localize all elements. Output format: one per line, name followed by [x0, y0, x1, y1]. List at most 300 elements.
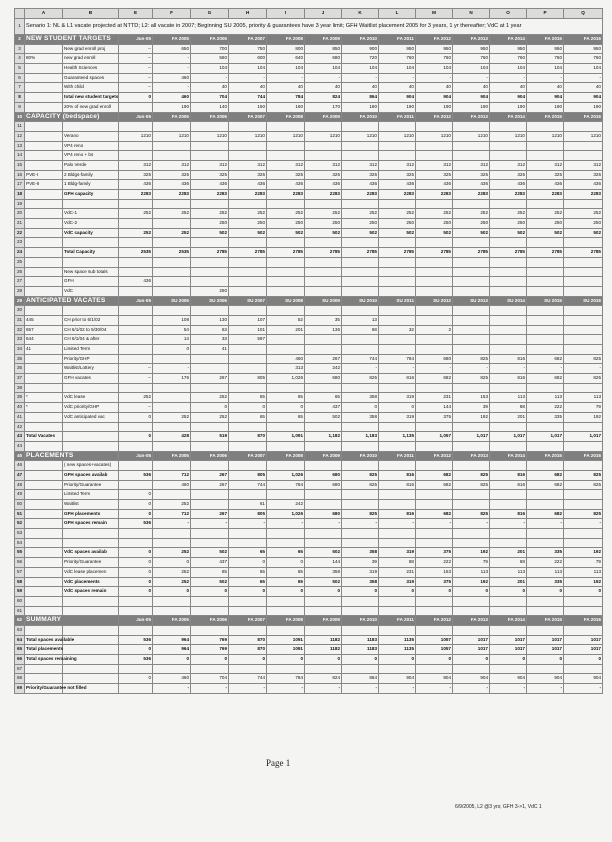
data-cell [191, 538, 229, 548]
data-cell [342, 538, 379, 548]
data-cell: 0 [229, 403, 267, 413]
period-header: FA 2007 [229, 35, 267, 45]
sheet-row [15, 412, 603, 422]
data-cell: 252 [153, 548, 191, 558]
data-cell [527, 277, 564, 287]
row-label-a [25, 674, 63, 684]
data-cell [229, 141, 267, 151]
data-cell [153, 199, 191, 209]
data-cell: 760 [453, 54, 490, 64]
data-cell: 0 [342, 587, 379, 597]
data-cell [305, 345, 342, 355]
row-number: 34 [15, 345, 25, 355]
row-number: 28 [15, 286, 25, 296]
data-cell: 312 [416, 160, 453, 170]
data-cell [153, 219, 191, 229]
row-label-a [25, 228, 63, 238]
column-header: M [416, 9, 453, 19]
sheet-row [15, 190, 603, 200]
row-label-a: Total spaces remaining [25, 655, 63, 665]
row-number: 61 [15, 606, 25, 616]
section-heading: NEW STUDENT TARGETS [25, 35, 119, 45]
data-cell: 40 [490, 83, 527, 93]
data-cell [153, 122, 191, 132]
data-cell: - [453, 73, 490, 83]
data-cell: 825 [453, 509, 490, 519]
data-cell: 252 [416, 209, 453, 219]
row-number: 26 [15, 267, 25, 277]
row-number: 41 [15, 412, 25, 422]
data-cell: 825 [564, 354, 603, 364]
data-cell: 600 [229, 54, 267, 64]
row-label-b: VdC-1 [63, 209, 119, 219]
data-cell [267, 199, 305, 209]
period-header: FA 2015 [527, 451, 564, 461]
row-number: 46 [15, 461, 25, 471]
data-cell: 1017 [527, 645, 564, 655]
sheet-row [15, 257, 603, 267]
data-cell [564, 625, 603, 635]
data-cell: 682 [416, 480, 453, 490]
sheet-row [15, 422, 603, 432]
data-cell [119, 441, 153, 451]
data-cell [191, 529, 229, 539]
data-cell [527, 141, 564, 151]
data-cell: 816 [379, 374, 416, 384]
period-header: FA 2013 [453, 35, 490, 45]
data-cell [119, 664, 153, 674]
data-cell: 536 [119, 470, 153, 480]
data-cell: - [191, 684, 229, 694]
data-cell: 964 [153, 645, 191, 655]
data-cell: 436 [229, 180, 267, 190]
data-cell [416, 277, 453, 287]
data-cell: 252 [119, 393, 153, 403]
sheet-row [15, 19, 603, 35]
data-cell [342, 664, 379, 674]
data-cell: 2785 [342, 248, 379, 258]
data-cell: -- [119, 83, 153, 93]
data-cell: 816 [379, 470, 416, 480]
data-cell: 0 [191, 403, 229, 413]
data-cell: 1210 [191, 131, 229, 141]
data-cell [490, 267, 527, 277]
data-cell: 784 [267, 93, 305, 103]
data-cell: 104 [527, 64, 564, 74]
data-cell: 428 [153, 432, 191, 442]
data-cell: 104 [453, 64, 490, 74]
data-cell: 40 [229, 83, 267, 93]
data-cell: 502 [305, 577, 342, 587]
data-cell: 1135 [379, 635, 416, 645]
row-number: 62 [15, 616, 25, 626]
period-header: FA 2011 [379, 616, 416, 626]
row-label-b: VP4 reno [63, 141, 119, 151]
data-cell [191, 500, 229, 510]
data-cell: 104 [490, 64, 527, 74]
data-cell: 950 [490, 44, 527, 54]
row-label-a [25, 306, 63, 316]
data-cell [153, 529, 191, 539]
data-cell: 325 [416, 170, 453, 180]
data-cell: 153 [416, 567, 453, 577]
data-cell [342, 625, 379, 635]
data-cell: - [416, 73, 453, 83]
data-cell [342, 277, 379, 287]
data-cell [379, 606, 416, 616]
data-cell [153, 393, 191, 403]
period-header: SU 2010 [342, 296, 379, 306]
sheet-row [15, 374, 603, 384]
data-cell [416, 500, 453, 510]
data-cell [453, 151, 490, 161]
row-label-a [25, 190, 63, 200]
period-header: FA 2016 [564, 112, 603, 122]
data-cell: 88 [490, 558, 527, 568]
data-cell: 904 [527, 93, 564, 103]
data-cell [490, 383, 527, 393]
data-cell: 2283 [153, 190, 191, 200]
data-cell [564, 325, 603, 335]
sheet-row [15, 529, 603, 539]
data-cell: 436 [191, 180, 229, 190]
data-cell: 113 [490, 567, 527, 577]
data-cell [453, 383, 490, 393]
data-cell: - [305, 73, 342, 83]
data-cell: 312 [490, 160, 527, 170]
data-cell: 252 [153, 500, 191, 510]
data-cell: 63 [191, 325, 229, 335]
data-cell [267, 625, 305, 635]
row-number: 22 [15, 228, 25, 238]
data-cell: 101 [229, 325, 267, 335]
data-cell: 201 [267, 325, 305, 335]
data-cell [416, 538, 453, 548]
data-cell [305, 664, 342, 674]
data-cell: 682 [527, 354, 564, 364]
row-number: 45 [15, 451, 25, 461]
row-label-a [25, 480, 63, 490]
data-cell: 252 [153, 412, 191, 422]
period-header: FA 2012 [416, 112, 453, 122]
data-cell: 682 [416, 509, 453, 519]
period-header: FA 2013 [453, 451, 490, 461]
data-cell: 436 [527, 180, 564, 190]
data-cell: 0 [119, 567, 153, 577]
data-cell: 65 [229, 567, 267, 577]
row-label-a [25, 500, 63, 510]
data-cell [453, 529, 490, 539]
sheet-row [15, 296, 603, 306]
data-cell: - [305, 519, 342, 529]
data-cell [527, 664, 564, 674]
data-cell: 242 [267, 500, 305, 510]
data-cell: 502 [267, 228, 305, 238]
data-cell: 33 [191, 335, 229, 345]
column-header-row [15, 9, 603, 19]
data-cell: 650 [153, 44, 191, 54]
row-label-b: GFH vacates [63, 374, 119, 384]
column-header: O [490, 9, 527, 19]
data-cell: 784 [267, 674, 305, 684]
data-cell: 1,057 [416, 432, 453, 442]
sheet-row [15, 558, 603, 568]
data-cell: 39 [342, 558, 379, 568]
data-cell: 40 [305, 83, 342, 93]
data-cell [490, 625, 527, 635]
row-label-b: GFH placements [63, 509, 119, 519]
data-cell [191, 441, 229, 451]
data-cell: - [342, 519, 379, 529]
data-cell: 65 [229, 548, 267, 558]
data-cell: 850 [305, 44, 342, 54]
data-cell: 41 [191, 345, 229, 355]
data-cell [490, 500, 527, 510]
data-cell [453, 625, 490, 635]
period-header: FA 2007 [229, 112, 267, 122]
data-cell [564, 335, 603, 345]
data-cell: 0 [119, 548, 153, 558]
data-cell: 744 [229, 480, 267, 490]
data-cell: 325 [153, 170, 191, 180]
data-cell: 1,026 [267, 470, 305, 480]
data-cell [564, 596, 603, 606]
data-cell [379, 315, 416, 325]
data-cell [191, 141, 229, 151]
data-cell [453, 441, 490, 451]
data-cell [267, 267, 305, 277]
data-cell [527, 122, 564, 132]
data-cell: 2785 [191, 248, 229, 258]
data-cell: 2785 [453, 248, 490, 258]
data-cell: 0 [490, 655, 527, 665]
row-number: 63 [15, 625, 25, 635]
data-cell [527, 529, 564, 539]
row-label-a: Total spaces available [25, 635, 63, 645]
data-cell: 744 [342, 354, 379, 364]
data-cell [453, 267, 490, 277]
data-cell: 252 [119, 228, 153, 238]
data-cell [564, 606, 603, 616]
row-label-a [25, 73, 63, 83]
period-header: FA 2012 [416, 35, 453, 45]
row-label-b: VdC capacity [63, 228, 119, 238]
data-cell: 824 [305, 674, 342, 684]
row-label-b: New space sub totals [63, 267, 119, 277]
data-cell: 325 [229, 170, 267, 180]
row-label-b [63, 625, 119, 635]
data-cell [191, 596, 229, 606]
data-cell [342, 257, 379, 267]
data-cell [416, 490, 453, 500]
period-header: FA 2005 [153, 616, 191, 626]
data-cell: 436 [379, 180, 416, 190]
data-cell: - [191, 73, 229, 83]
data-cell: 267 [191, 470, 229, 480]
data-cell: 252 [153, 228, 191, 238]
sheet-row [15, 674, 603, 684]
sheet-row [15, 655, 603, 665]
data-cell: 250 [229, 219, 267, 229]
data-cell: 502 [342, 228, 379, 238]
data-cell: 502 [305, 228, 342, 238]
row-number: 37 [15, 374, 25, 384]
data-cell: 2283 [342, 190, 379, 200]
data-cell [267, 122, 305, 132]
data-cell [564, 529, 603, 539]
data-cell [342, 238, 379, 248]
data-cell [416, 122, 453, 132]
sheet-row [15, 548, 603, 558]
data-cell: 680 [305, 470, 342, 480]
data-cell: 250 [267, 219, 305, 229]
data-cell: 231 [379, 567, 416, 577]
data-cell: 190 [453, 102, 490, 112]
data-cell: 1210 [453, 131, 490, 141]
data-cell [453, 238, 490, 248]
data-cell [379, 141, 416, 151]
data-cell: - [153, 519, 191, 529]
data-cell: 2283 [453, 190, 490, 200]
data-cell: 1210 [564, 131, 603, 141]
period-header: FA 2007 [229, 616, 267, 626]
data-cell: 2785 [527, 248, 564, 258]
data-cell: 1210 [153, 131, 191, 141]
data-cell: 319 [379, 393, 416, 403]
data-cell [153, 141, 191, 151]
row-number: 44 [15, 441, 25, 451]
row-label-a [25, 122, 63, 132]
data-cell [119, 306, 153, 316]
data-cell [379, 286, 416, 296]
data-cell [267, 422, 305, 432]
data-cell: 0 [191, 655, 229, 665]
data-cell: 1,026 [267, 374, 305, 384]
data-cell [305, 461, 342, 471]
data-cell: 250 [305, 219, 342, 229]
data-cell: 460 [267, 354, 305, 364]
data-cell [379, 335, 416, 345]
data-cell [229, 606, 267, 616]
row-number: 55 [15, 548, 25, 558]
data-cell [416, 151, 453, 161]
sheet-row [15, 461, 603, 471]
data-cell: 437 [191, 558, 229, 568]
sheet-row [15, 451, 603, 461]
column-header: Q [564, 9, 603, 19]
data-cell: 358 [342, 548, 379, 558]
data-cell [379, 383, 416, 393]
data-cell [490, 257, 527, 267]
data-cell: 712 [153, 470, 191, 480]
period-header: FA 2016 [564, 35, 603, 45]
data-cell: - [490, 73, 527, 83]
data-cell [379, 257, 416, 267]
data-cell: 0 [379, 655, 416, 665]
data-cell [305, 257, 342, 267]
data-cell [490, 277, 527, 287]
data-cell [153, 538, 191, 548]
data-cell [153, 277, 191, 287]
row-label-b: VdC-2 [63, 219, 119, 229]
sheet-row [15, 354, 603, 364]
sheet-row [15, 277, 603, 287]
data-cell [305, 286, 342, 296]
data-cell [527, 335, 564, 345]
data-cell: 190 [379, 102, 416, 112]
data-cell: 113 [527, 393, 564, 403]
sheet-row [15, 122, 603, 132]
row-label-b: new grad enroll [63, 54, 119, 64]
row-label-a [25, 93, 63, 103]
data-cell: - [153, 684, 191, 694]
data-cell: 964 [153, 635, 191, 645]
data-cell: 375 [416, 412, 453, 422]
row-label-a [25, 548, 63, 558]
row-number: 38 [15, 383, 25, 393]
data-cell: 1210 [267, 131, 305, 141]
data-cell: 68 [342, 325, 379, 335]
row-label-a [25, 199, 63, 209]
data-cell [564, 664, 603, 674]
row-number: 40 [15, 403, 25, 413]
row-label-a: 657 [25, 325, 63, 335]
row-label-a [25, 151, 63, 161]
data-cell [119, 257, 153, 267]
column-header: I [267, 9, 305, 19]
data-cell: 312 [527, 160, 564, 170]
data-cell: 252 [267, 209, 305, 219]
row-label-a [25, 509, 63, 519]
data-cell: 252 [191, 209, 229, 219]
data-cell [453, 315, 490, 325]
sheet-row [15, 470, 603, 480]
period-header: FA 2011 [379, 451, 416, 461]
sheet-row [15, 509, 603, 519]
data-cell: 502 [191, 548, 229, 558]
data-cell [305, 596, 342, 606]
data-cell: 40 [191, 83, 229, 93]
row-label-b: GFH capacity [63, 190, 119, 200]
row-number: 18 [15, 190, 25, 200]
data-cell [191, 257, 229, 267]
data-cell: 682 [527, 374, 564, 384]
data-cell [342, 383, 379, 393]
data-cell: 682 [416, 374, 453, 384]
row-number: 54 [15, 538, 25, 548]
data-cell [229, 122, 267, 132]
row-number: 8 [15, 93, 25, 103]
row-number: 27 [15, 277, 25, 287]
period-header: SU 2012 [416, 296, 453, 306]
data-cell: 502 [490, 228, 527, 238]
sheet-row [15, 286, 603, 296]
data-cell: 0 [564, 587, 603, 597]
data-cell: 190 [416, 102, 453, 112]
data-cell [342, 345, 379, 355]
sheet-row [15, 577, 603, 587]
row-number: 59 [15, 587, 25, 597]
data-cell: 680 [416, 354, 453, 364]
data-cell: 825 [453, 480, 490, 490]
data-cell [564, 151, 603, 161]
row-number: 25 [15, 257, 25, 267]
data-cell [119, 122, 153, 132]
data-cell [119, 141, 153, 151]
row-label-b: VdC spaces remain [63, 587, 119, 597]
data-cell: 40 [527, 83, 564, 93]
data-cell: - [564, 73, 603, 83]
